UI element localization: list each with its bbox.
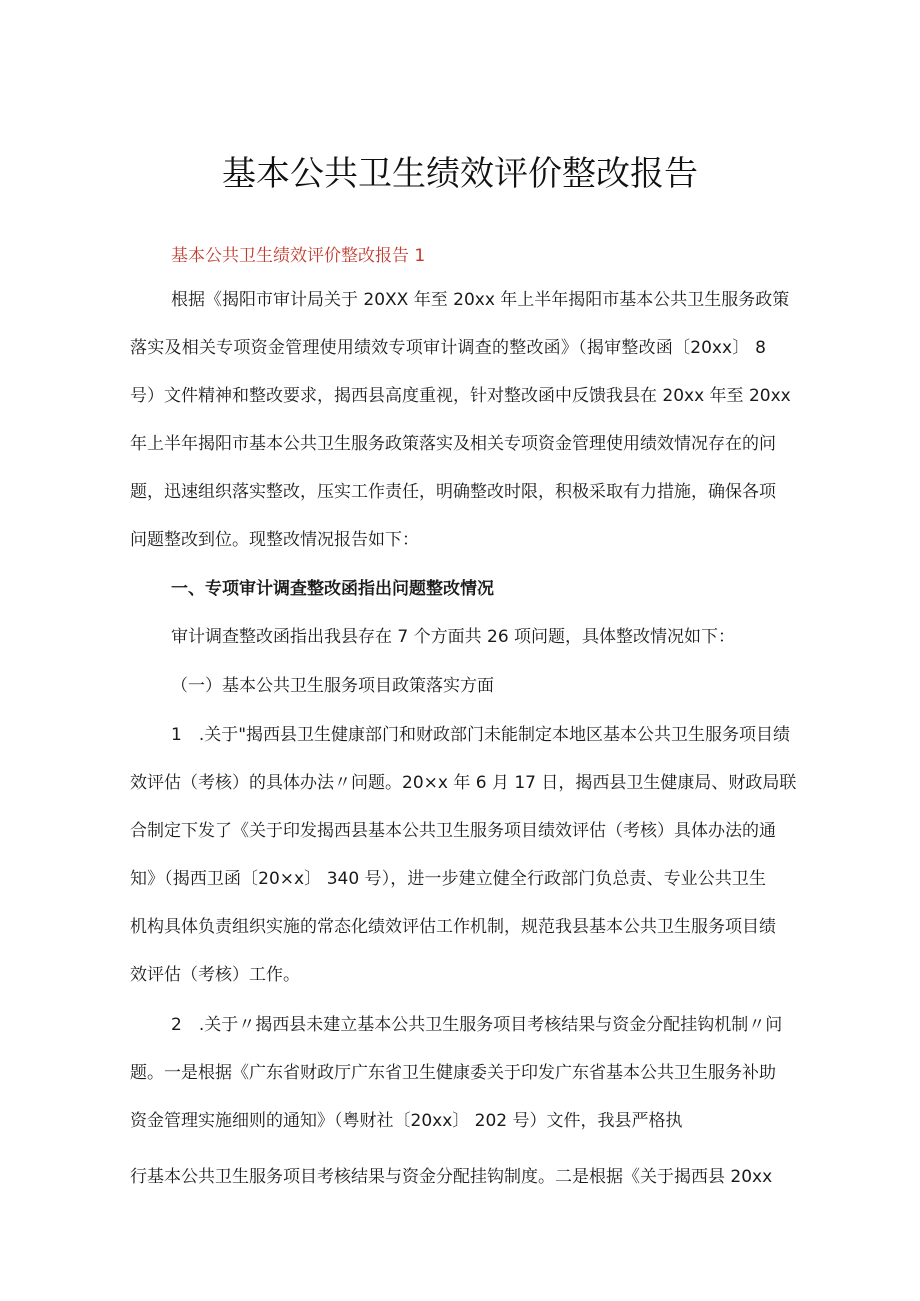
subsection-heading: （一）基本公共卫生服务项目政策落实方面 <box>171 676 494 696</box>
section-heading: 一、专项审计调查整改函指出问题整改情况 <box>171 579 494 599</box>
paragraph-line: 问题整改到位。现整改情况报告如下： <box>130 530 419 550</box>
paragraph-line: 题，迅速组织落实整改，压实工作责任，明确整改时限，积极采取有力措施，确保各项 <box>130 482 776 502</box>
paragraph-line: 效评估（考核）的具体办法〃问题。20×x 年 6 月 17 日，揭西县卫生健康局、财政局联 <box>130 773 797 793</box>
paragraph-line: 效评估（考核）工作。 <box>130 965 300 985</box>
paragraph-line: 根据《揭阳市审计局关于 20XX 年至 20xx 年上半年揭阳市基本公共卫生服务政策 <box>171 290 790 310</box>
paragraph-line: 年上半年揭阳市基本公共卫生服务政策落实及相关专项资金管理使用绩效情况存在的问 <box>130 434 776 454</box>
paragraph-line: 资金管理实施细则的通知》（粤财社〔20xx〕 202 号）文件，我县严格执 <box>130 1111 683 1131</box>
paragraph-line: 落实及相关专项资金管理使用绩效专项审计调查的整改函》（揭审整改函〔20xx〕 8 <box>130 338 766 358</box>
paragraph-line: 机构具体负责组织实施的常态化绩效评估工作机制，规范我县基本公共卫生服务项目绩 <box>130 917 776 937</box>
report-subtitle: 基本公共卫生绩效评价整改报告 1 <box>171 246 426 266</box>
section-intro: 审计调查整改函指出我县存在 7 个方面共 26 项问题，具体整改情况如下： <box>171 627 736 647</box>
paragraph-line: 号）文件精神和整改要求，揭西县高度重视，针对整改函中反馈我县在 20xx 年至 20xx <box>130 386 791 406</box>
paragraph-line: 合制定下发了《关于印发揭西县基本公共卫生服务项目绩效评估（考核）具体办法的通 <box>130 821 776 841</box>
paragraph-line: 2 .关于〃揭西县未建立基本公共卫生服务项目考核结果与资金分配挂钩机制〃问 <box>171 1015 783 1035</box>
paragraph-line: 知》（揭西卫函〔20×x〕 340 号），进一步建立健全行政部门负总责、专业公共卫生 <box>130 869 766 889</box>
paragraph-line: 行基本公共卫生服务项目考核结果与资金分配挂钩制度。二是根据《关于揭西县 20xx <box>130 1167 773 1187</box>
document-title: 基本公共卫生绩效评价整改报告 <box>222 154 698 194</box>
paragraph-line: 1 .关于"揭西县卫生健康部门和财政部门未能制定本地区基本公共卫生服务项目绩 <box>171 725 791 745</box>
paragraph-line: 题。一是根据《广东省财政厅广东省卫生健康委关于印发广东省基本公共卫生服务补助 <box>130 1063 776 1083</box>
